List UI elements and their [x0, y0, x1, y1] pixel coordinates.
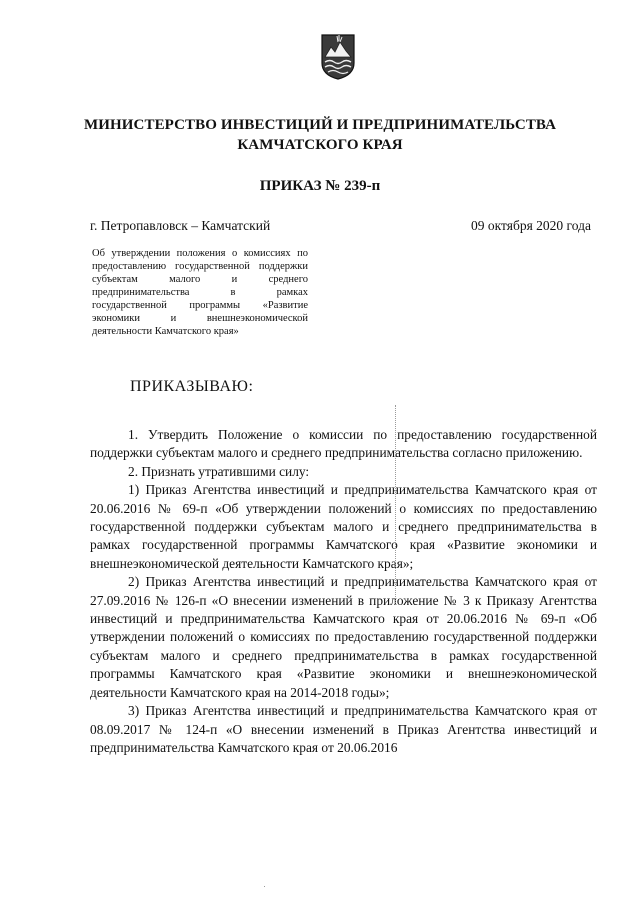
directive-heading: ПРИКАЗЫВАЮ: — [130, 378, 254, 395]
paragraph: 2. Признать утратившими силу: — [128, 463, 310, 479]
scan-artifact-line — [395, 405, 396, 605]
order-subject: Об утверждении положения о комиссиях по предоставлению государственной поддержки субъектам малого и среднего предпринимательства в рамках государственной программы «Развитие экономики и внешнеэкономической деятельности Камчатского края» — [92, 248, 308, 337]
paragraph: 2) Приказ Агентства инвестиций и предпринимательства Камчатского края от 27.09.2016 № 126-п «О внесении изменений в приложение № 3 к Приказу Агентства инвестиций и предпринимательства Камчатского края от 20.06.2016 № 69-п «Об утверждении положений о комиссиях по предоставлению государственной поддержки субъектам малого и среднего предпринимательства в рамках государственной программы Камчатского края «Развитие экономики и внешнеэкономической деятельности Камчатского края на 2014-2018 годы»; — [90, 574, 597, 700]
kamchatka-coat-of-arms-icon — [320, 33, 356, 81]
paragraph: 1. Утвердить Положение о комиссии по предоставлению государственной поддержки субъектам малого и среднего предпринимательства согласно приложению. — [90, 427, 597, 461]
ministry-title-line2: КАМЧАТСКОГО КРАЯ — [237, 137, 403, 153]
order-date: 09 октября 2020 года — [471, 218, 591, 233]
city-name: г. Петропавловск – Камчатский — [90, 218, 271, 233]
order-body — [90, 426, 597, 757]
order-title: ПРИКАЗ № 239-п — [259, 178, 381, 194]
paragraph: 1) Приказ Агентства инвестиций и предпринимательства Камчатского края от 20.06.2016 № 69-п «Об утверждении положений о комиссиях по предоставлению государственной поддержки субъектам малого и среднего предпринимательства в рамках государственной программы Камчатского края «Развитие экономики и внешнеэкономической деятельности Камчатского края»; — [90, 482, 597, 571]
scan-artifact-dot — [264, 886, 265, 887]
ministry-title-line1: МИНИСТЕРСТВО ИНВЕСТИЦИЙ И ПРЕДПРИНИМАТЕЛЬСТВА — [83, 117, 557, 133]
paragraph: 3) Приказ Агентства инвестиций и предпринимательства Камчатского края от 08.09.2017 № 124-п «О внесении изменений в Приказ Агентства инвестиций и предпринимательства Камчатского края от 20.06.2016 — [90, 703, 597, 755]
